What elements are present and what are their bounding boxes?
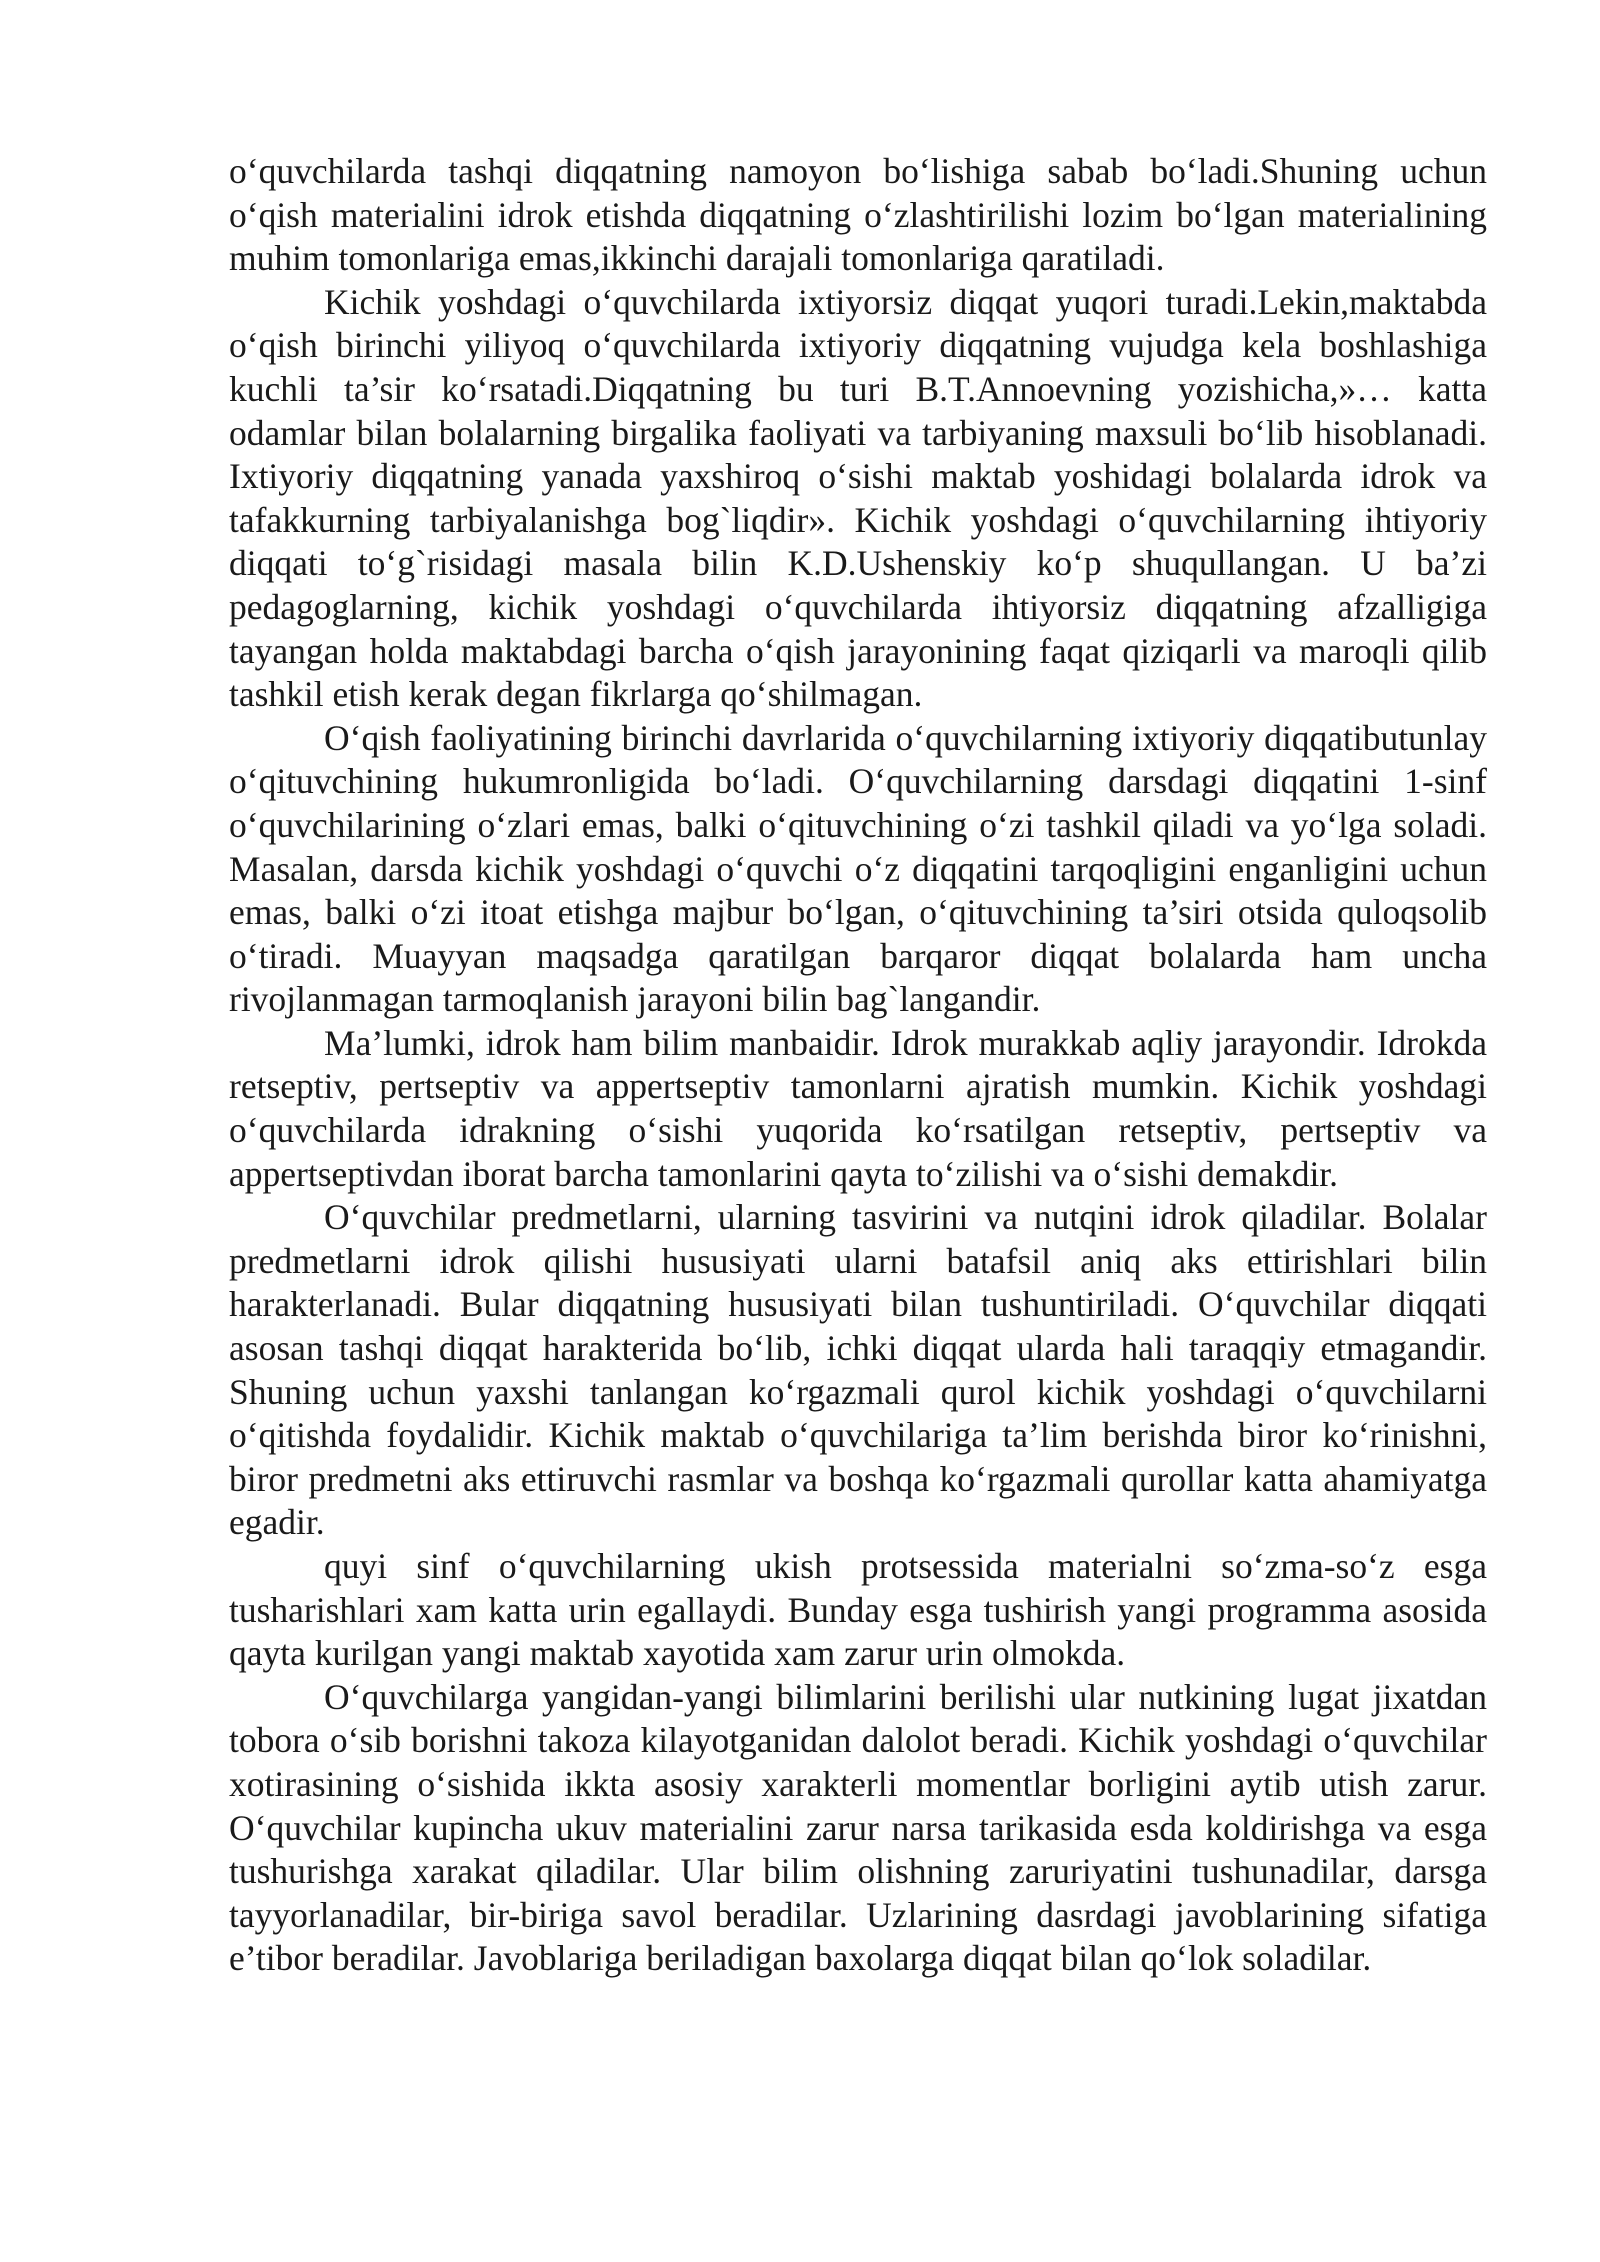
paragraph-pupils-perceive: O‘quvchilar predmetlarni, ularning tasvirini va nutqini idrok qiladilar. Bolalar predmetlarni idrok qilishi hususiyati ularni batafsil aniq aks ettirishlari bilin harakterlanadi. Bular diqqatning hususiyati bilan tushuntiriladi. O‘quvchilar diqqati asosan tashqi diqqat harakterida bo‘lib, ichki diqqat ularda hali taraqqiy etmagandir. Shuning uchun yaxshi tanlangan ko‘rgazmali qurol kichik yoshdagi o‘quvchilarni o‘qitishda foydalidir. Kichik maktab o‘quvchilariga ta’lim berishda biror ko‘rinishni, biror predmetni aks ettiruvchi rasmlar va boshqa ko‘rgazmali qurollar katta ahamiyatga egadir. bbox=[229, 1197, 1487, 1543]
paragraph-recall: quyi sinf o‘quvchilarning ukish protsessida materialni so‘zma-so‘z esga tusharishlari xam katta urin egallaydi. Bunday esga tushirish yangi programma asosida qayta kurilgan yangi maktab xayotida xam zarur urin olmokda. bbox=[229, 1546, 1487, 1674]
paragraph-involuntary-attention: Kichik yoshdagi o‘quvchilarda ixtiyorsiz diqqat yuqori turadi.Lekin,maktabda o‘qish birinchi yiliyoq o‘quvchilarda ixtiyoriy diqqatning vujudga kela boshlashiga kuchli ta’sir ko‘rsatadi.Diqqatning bu turi B.T.Annoevning yozishicha,»… katta odamlar bilan bolalarning birgalika faoliyati va tarbiyaning maxsuli bo‘lib hisoblanadi. Ixtiyoriy diqqatning yanada yaxshiroq o‘sishi maktab yoshidagi bolalarda idrok va tafakkurning tarbiyalanishga bog`liqdir». Kichik yoshdagi o‘quvchilarning ihtiyoriy diqqati to‘g`risidagi masala bilin K.D.Ushenskiy ko‘p shuqullangan. U ba’zi pedagoglarning, kichik yoshdagi o‘quvchilarda ihtiyorsiz diqqatning afzalligiga tayangan holda maktabdagi barcha o‘qish jarayonining faqat qiziqarli va maroqli qilib tashkil etish kerak degan fikrlarga qo‘shilmagan. bbox=[229, 281, 1487, 715]
paragraph-perception: Ma’lumki, idrok ham bilim manbaidir. Idrok murakkab aqliy jarayondir. Idrokda retseptiv, pertseptiv va appertseptiv tamonlarni ajratish mumkin. Kichik yoshdagi o‘quvchilarda idrakning o‘sishi yuqorida ko‘rsatilgan retseptiv, pertseptiv va appertseptivdan iborat barcha tamonlarini qayta to‘zilishi va o‘sishi demakdir. bbox=[229, 1022, 1487, 1194]
document-page bbox=[229, 150, 1487, 1981]
paragraph-memory: O‘quvchilarga yangidan-yangi bilimlarini berilishi ular nutkining lugat jixatdan tobora o‘sib borishni takoza kilayotganidan dalolot beradi. Kichik yoshdagi o‘quvchilar xotirasining o‘sishida ikkta asosiy xarakterli momentlar borligini aytib utish zarur. O‘quvchilar kupincha ukuv materialini zarur narsa tarikasida esda koldirishga va esga tushurishga xarakat qiladilar. Ular bilim olishning zaruriyatini tushunadilar, darsga tayyorlanadilar, bir-biriga savol beradilar. Uzlarining dasrdagi javoblarining sifatiga e’tibor beradilar. Javoblariga beriladigan baxolarga diqqat bilan qo‘lok soladilar. bbox=[229, 1676, 1487, 1979]
paragraph-reading-activity: O‘qish faoliyatining birinchi davrlarida o‘quvchilarning ixtiyoriy diqqatibutunlay o‘qituvchining hukumronligida bo‘ladi. O‘quvchilarning darsdagi diqqatini 1-sinf o‘quvchilarining o‘zlari emas, balki o‘qituvchining o‘zi tashkil qiladi va yo‘lga soladi. Masalan, darsda kichik yoshdagi o‘quvchi o‘z diqqatini tarqoqligini enganligini uchun emas, balki o‘zi itoat etishga majbur bo‘lgan, o‘qituvchining ta’siri otsida quloqsolib o‘tiradi. Muayyan maqsadga qaratilgan barqaror diqqat bolalarda ham uncha rivojlanmagan tarmoqlanish jarayoni bilin bag`langandir. bbox=[229, 717, 1487, 1020]
paragraph-continuation: o‘quvchilarda tashqi diqqatning namoyon bo‘lishiga sabab bo‘ladi.Shuning uchun o‘qish materialini idrok etishda diqqatning o‘zlashtirilishi lozim bo‘lgan materialining muhim tomonlariga emas,ikkinchi darajali tomonlariga qaratiladi. bbox=[229, 151, 1487, 279]
